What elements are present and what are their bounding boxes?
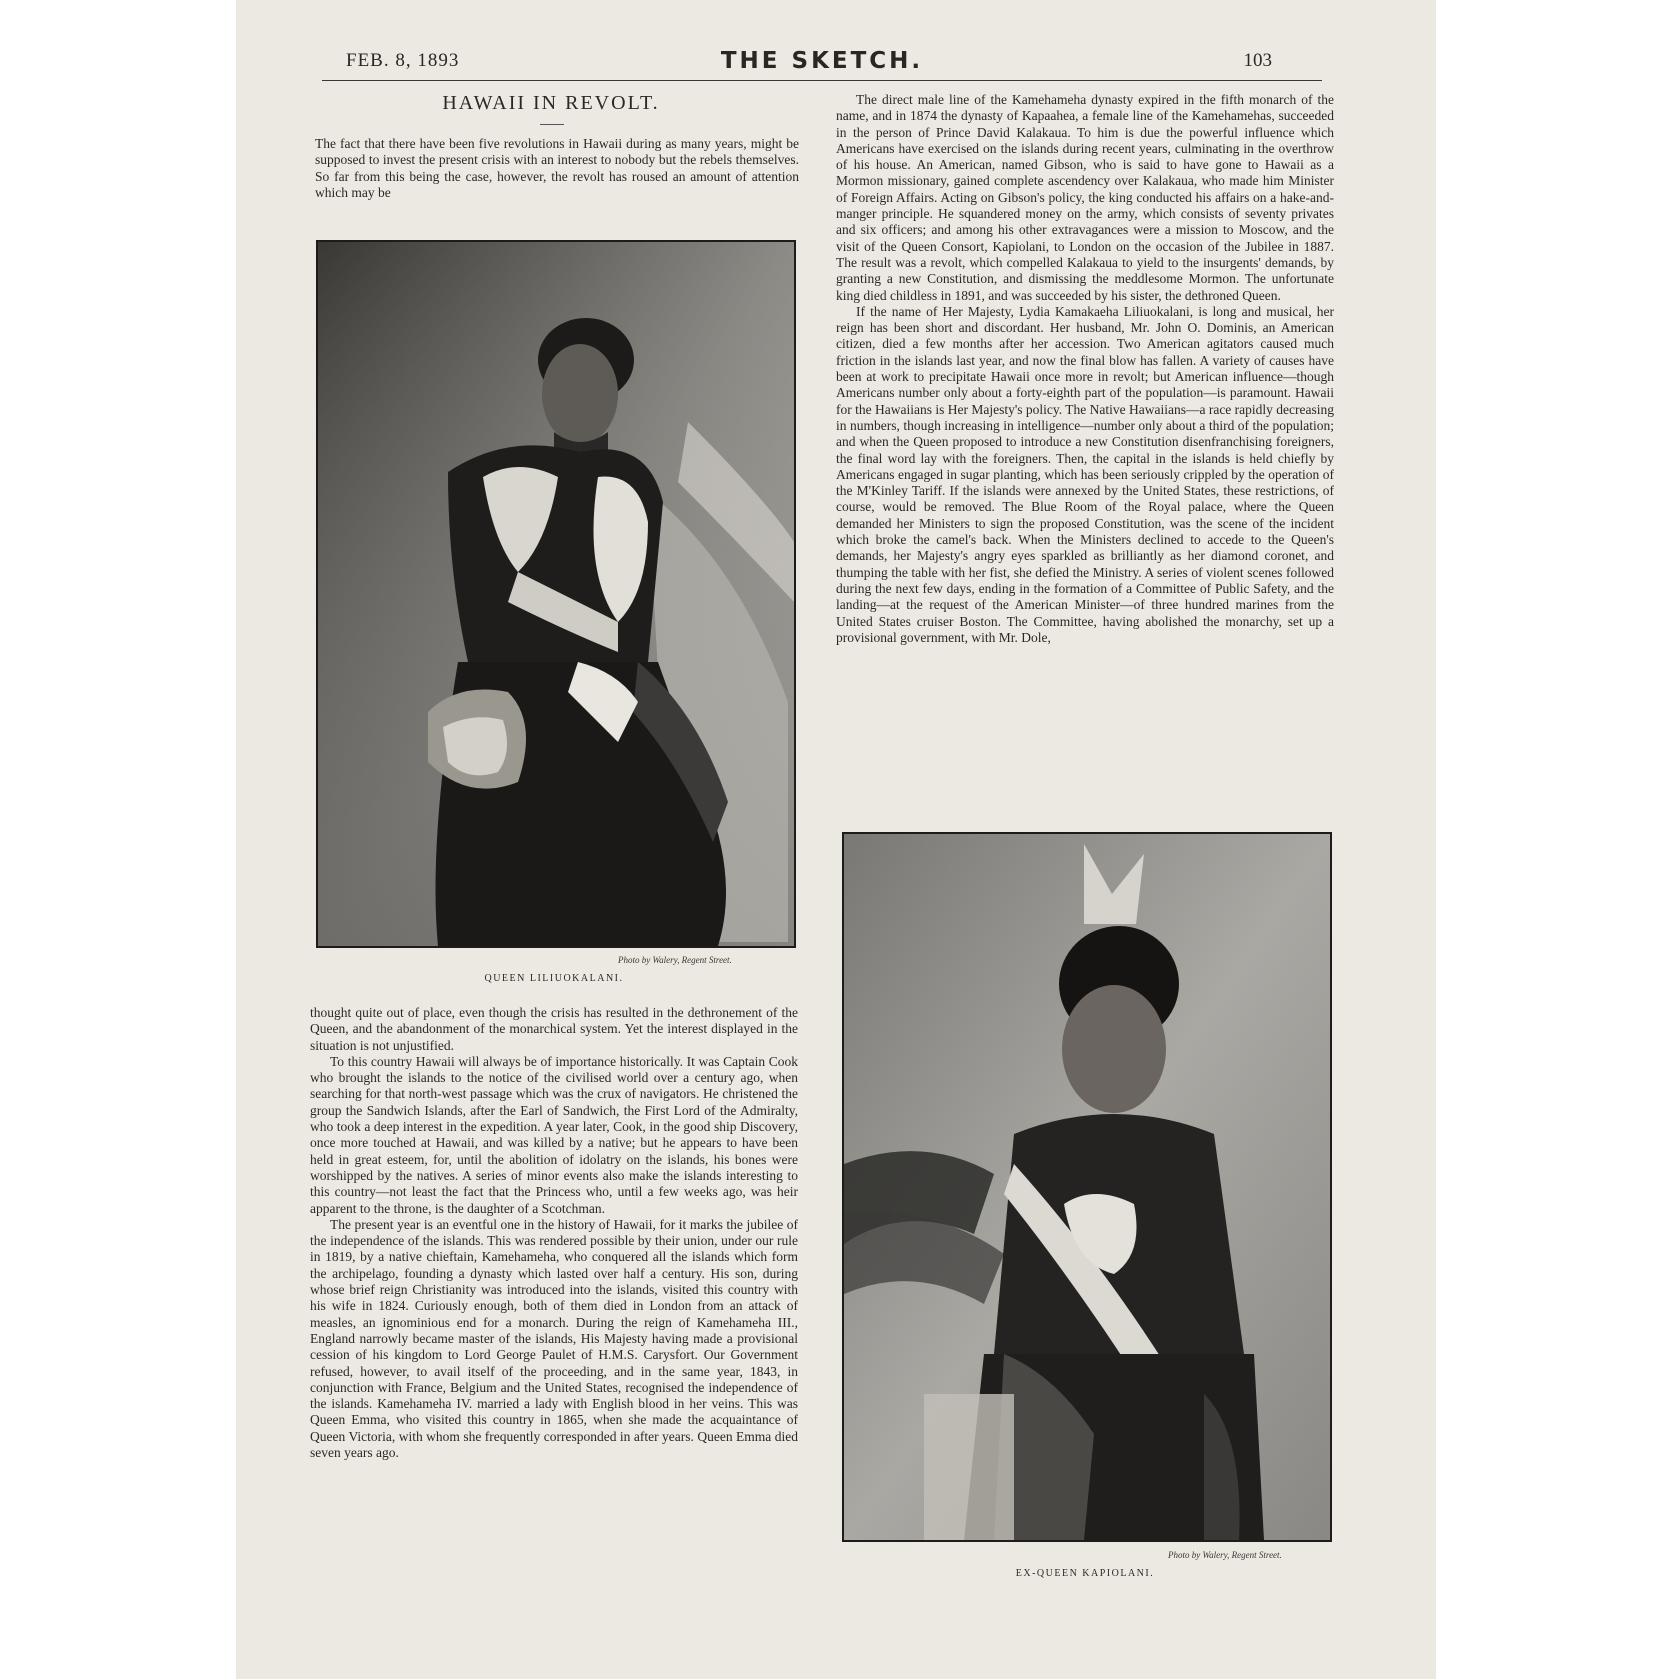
header-rule	[322, 80, 1322, 81]
photo-credit-1: Photo by Walery, Regent Street.	[618, 955, 732, 965]
page-number: 103	[1243, 50, 1272, 71]
title-rule	[540, 124, 564, 125]
photo-credit-2: Photo by Walery, Regent Street.	[1168, 1550, 1282, 1560]
photo-ex-queen-kapiolani	[842, 832, 1332, 1542]
article-title: HAWAII IN REVOLT.	[442, 92, 660, 114]
portrait-image	[844, 834, 1330, 1540]
caption-ex-queen-kapiolani: EX-QUEEN KAPIOLANI.	[1015, 1568, 1155, 1579]
right-column-text	[836, 92, 1334, 646]
left-column-text	[310, 1005, 798, 1461]
left-paragraph-2: To this country Hawaii will always be of importance historically. It was Captain Cook who brought the islands to the notice of the civilised world over a century ago, when searching for that north-west passage which was the crux of navigators. He christened the group the Sandwich Islands, after the Earl of Sandwich, the First Lord of the Admiralty, who took a deep interest in the expedition. A year later, Cook, in the good ship Discovery, once more touched at Hawaii, and was killed by a native; but he appears to have been held in great esteem, for, until the abolition of idolatry on the islands, his bones were worshipped by the natives. A series of minor events also make the islands interesting to this country—not least the fact that the Princess who, until a few weeks ago, was heir apparent to the throne, is the daughter of a Scotchman.	[310, 1053, 798, 1216]
page-header	[322, 48, 1322, 78]
left-paragraph-3: The present year is an eventful one in the history of Hawaii, for it marks the jubilee of the independence of the islands. This was rendered possible by their union, under our rule in 1819, by a native chieftain, Kamehameha, who conquered all the islands which form the archipelago, founding a dynasty which lasted over half a century. His son, during whose brief reign Christianity was introduced into the islands, visited this country with his wife in 1824. Curiously enough, both of them died in London from an attack of measles, an ignominious end for a monarch. During the reign of Kamehameha III., England narrowly became master of the islands, His Majesty having made a provisional cession of his kingdom to Lord George Paulet of H.M.S. Carysfort. Our Government refused, however, to avail itself of the proceeding, and in the same year, 1843, in conjunction with France, Belgium and the United States, recognised the independence of the islands. Kamehameha IV. married a lady with English blood in her veins. This was Queen Emma, who visited this country in 1865, when she made the acquaintance of Queen Victoria, with whom she frequently corresponded in after years. Queen Emma died seven years ago.	[310, 1216, 798, 1461]
photo-queen-liliuokalani	[316, 240, 796, 948]
right-paragraph-1: The direct male line of the Kamehameha dynasty expired in the fifth monarch of the name, and in 1874 the dynasty of Kapaahea, a female line of the Kamehamehas, succeeded in the person of Prince David Kalakaua. To him is due the powerful influence which Americans have exercised on the islands during recent years, culminating in the overthrow of his house. An American, named Gibson, who is said to have gone to Hawaii as a Mormon missionary, gained complete ascendency over Kalakaua, who made him Minister of Foreign Affairs. Acting on Gibson's policy, the king conducted his affairs on a hake-and-manger principle. He squandered money on the army, which consists of seventy privates and six officers; and among his other extravagances were a mission to Moscow, and the visit of the Queen Consort, Kapiolani, to London on the occasion of the Jubilee in 1887. The result was a revolt, which compelled Kalakaua to yield to the insurgents' demands, by granting a new Constitution, and dismissing the meddlesome Mormon. The unfortunate king died childless in 1891, and was succeeded by his sister, the dethroned Queen.	[836, 92, 1334, 303]
article-intro	[315, 136, 799, 201]
left-paragraph-1: thought quite out of place, even though the crisis has resulted in the dethronement of the Queen, and the abandonment of the monarchical system. Yet the interest displayed in the situation is not unjustified.	[310, 1005, 798, 1053]
right-paragraph-2: If the name of Her Majesty, Lydia Kamakaeha Liliuokalani, is long and musical, her reign has been short and discordant. Her husband, Mr. John O. Dominis, an American citizen, died a few months after her accession. Two American agitators caused much friction in the islands last year, and now the final blow has fallen. A variety of causes have been at work to precipitate Hawaii once more in revolt; but American influence—though Americans number only about a forty-eighth part of the population—is paramount. Hawaii for the Hawaiians is Her Majesty's policy. The Native Hawaiians—a race rapidly decreasing in numbers, though increasing in intelligence—number only about a third of the population; and when the Queen proposed to introduce a new Constitution disenfranchising foreigners, the final word lay with the foreigners. Then, the capital in the islands is held chiefly by Americans engaged in sugar planting, which has been seriously crippled by the operation of the M'Kinley Tariff. If the islands were annexed by the United States, these restrictions, of course, would be removed. The Blue Room of the Royal palace, where the Queen demanded her Ministers to sign the proposed Constitution, was the scene of the incident which broke the camel's back. When the Ministers declined to accede to the Queen's demands, her Majesty's angry eyes sparkled as brilliantly as her diamond coronet, and thumping the table with her fist, she defied the Ministry. A series of violent scenes followed during the next few days, ending in the formation of a Committee of Public Safety, and the landing—at the request of the American Minister—of three hundred marines from the United States cruiser Boston. The Committee, having abolished the monarchy, set up a provisional government, with Mr. Dole,	[836, 303, 1335, 645]
issue-date: FEB. 8, 1893	[346, 50, 460, 71]
caption-queen-liliuokalani: QUEEN LILIUOKALANI.	[484, 973, 624, 984]
publication-title: THE SKETCH.	[720, 48, 924, 74]
magazine-page	[236, 0, 1436, 1679]
intro-paragraph: The fact that there have been five revolutions in Hawaii during as many years, might be supposed to invest the present crisis with an interest to nobody but the rebels themselves. So far from this being the case, however, the revolt has roused an amount of attention which may be	[315, 136, 799, 200]
portrait-image	[318, 242, 794, 946]
